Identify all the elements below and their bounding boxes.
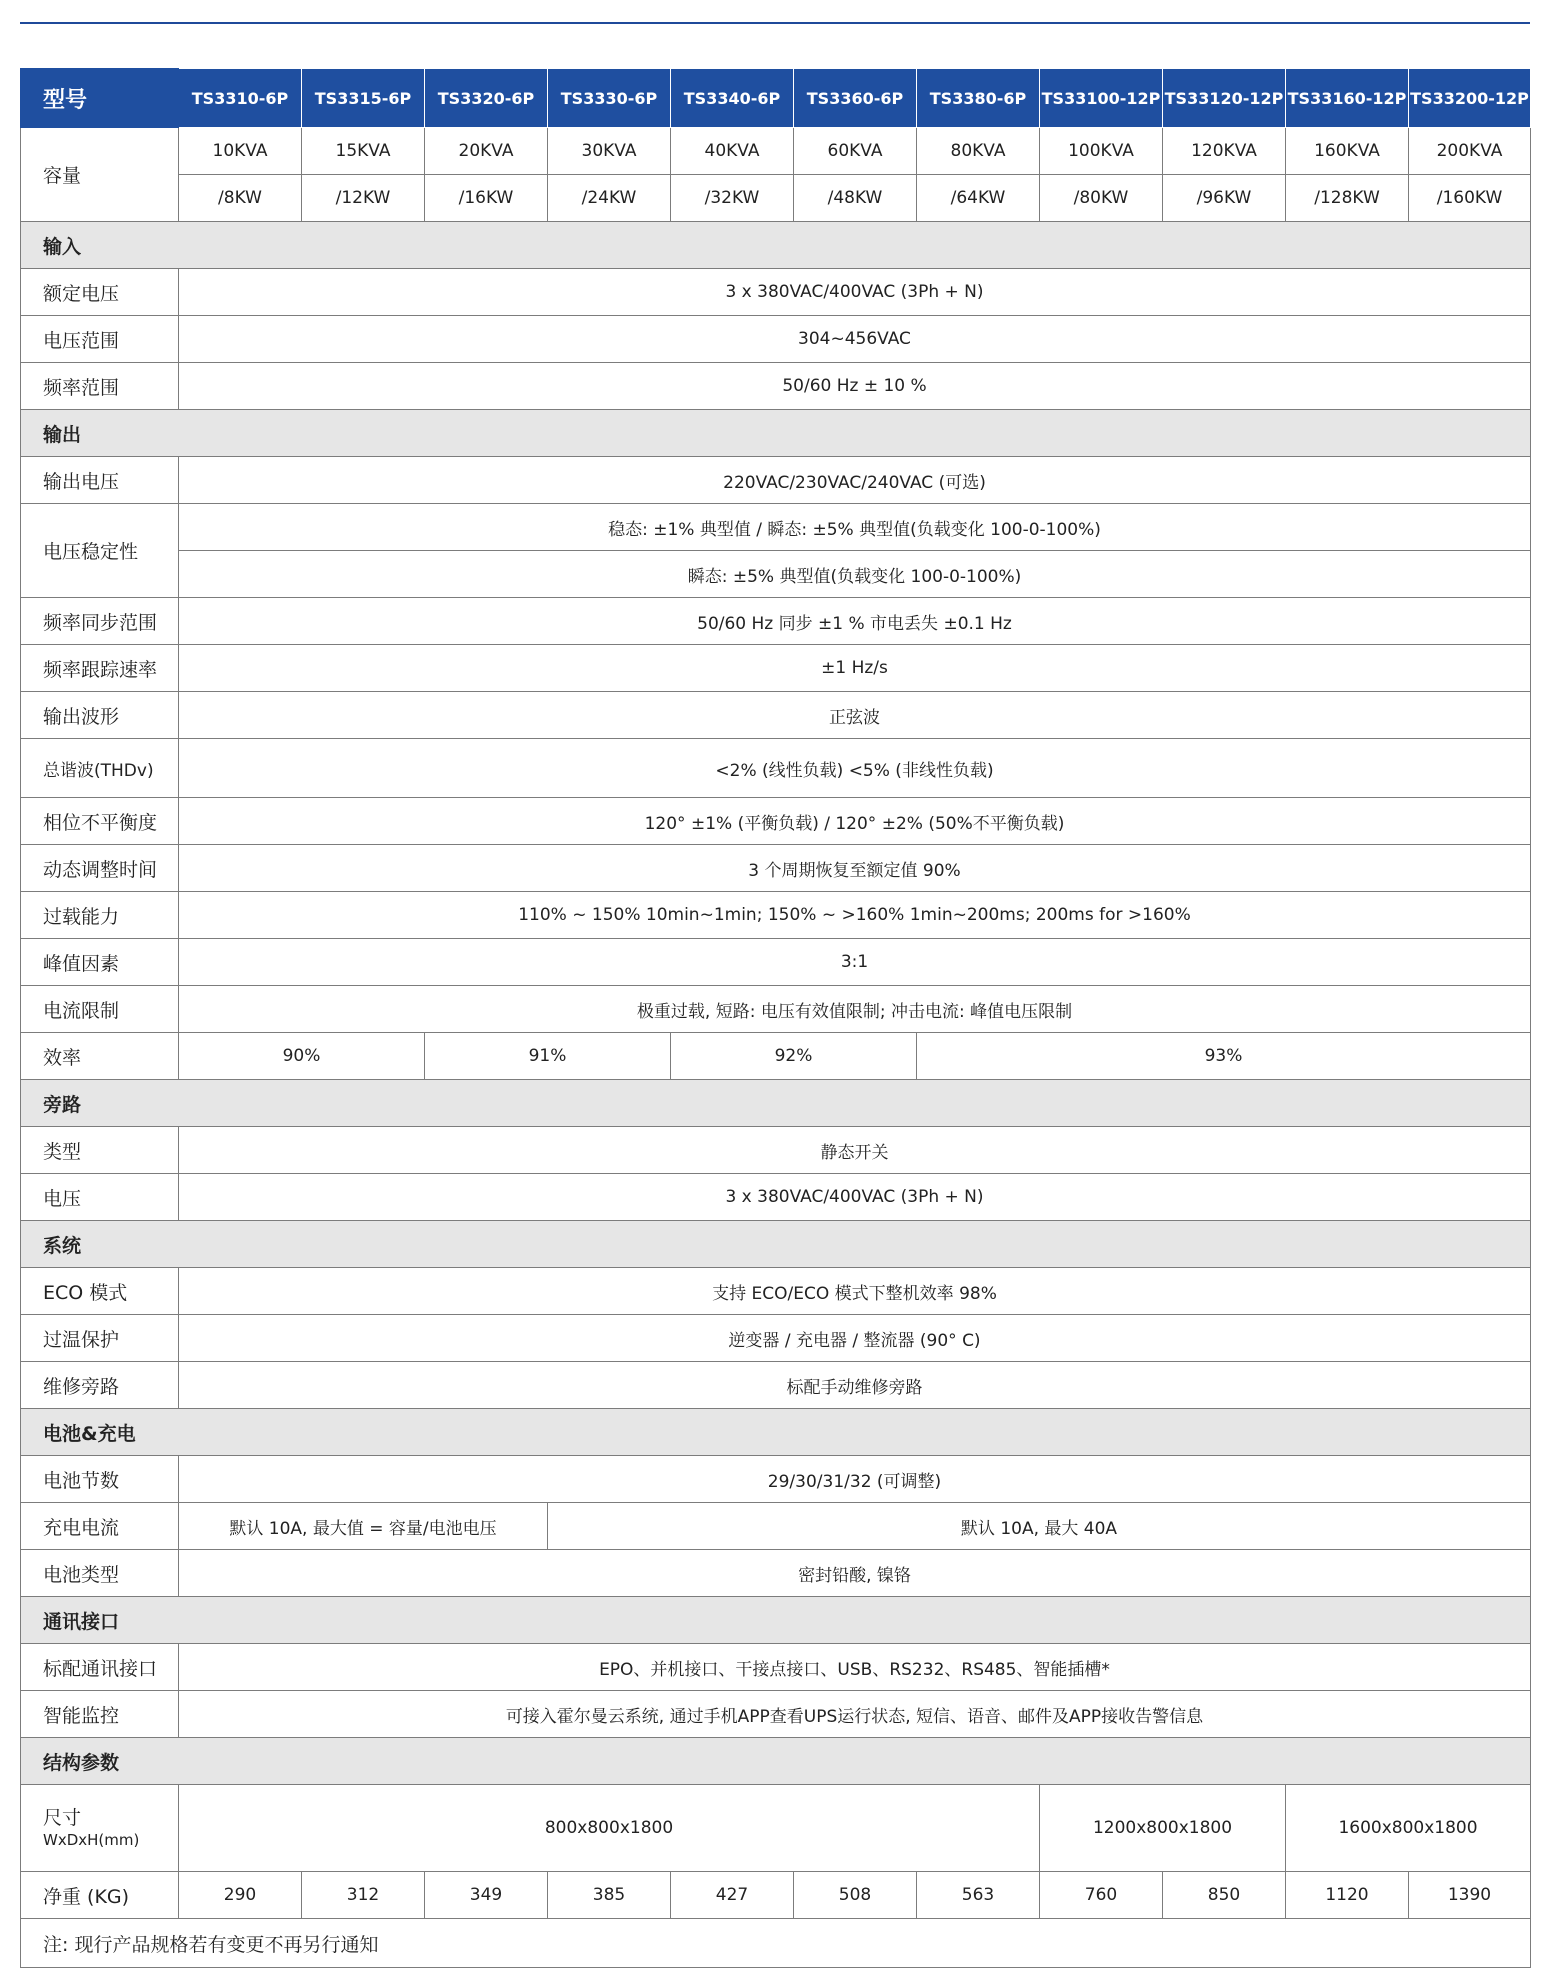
top-rule [20,22,1530,24]
row-label: 峰值因素 [21,939,179,986]
row-label: 电压 [21,1174,179,1221]
spec-row [21,316,1531,363]
capacity-kva: 20KVA [425,128,548,175]
capacity-kw: /48KW [794,175,917,222]
row-label: 电压范围 [21,316,179,363]
row-label: 额定电压 [21,269,179,316]
model-name: TS3320-6P [425,69,548,128]
capacity-kw-row [21,175,1531,222]
row-value: 220VAC/230VAC/240VAC (可选) [179,457,1531,504]
weight-row [21,1872,1531,1919]
spec-row [21,1362,1531,1409]
row-value: 3 x 380VAC/400VAC (3Ph + N) [179,1174,1531,1221]
spec-row [21,739,1531,798]
row-label: 维修旁路 [21,1362,179,1409]
size-value: 1600x800x1800 [1286,1785,1531,1872]
capacity-kva: 200KVA [1409,128,1531,175]
spec-row [21,269,1531,316]
row-label: 总谐波(THDv) [21,739,179,798]
row-value: 支持 ECO/ECO 模式下整机效率 98% [179,1268,1531,1315]
row-label: 电流限制 [21,986,179,1033]
spec-row [21,1691,1531,1738]
row-label: 净重 (KG) [21,1872,179,1919]
row-value: 120° ±1% (平衡负载) / 120° ±2% (50%不平衡负载) [179,798,1531,845]
model-name: TS3310-6P [179,69,302,128]
spec-row [21,892,1531,939]
model-name: TS33200-12P [1409,69,1531,128]
section-title: 结构参数 [21,1738,1531,1785]
section-battery [21,1409,1531,1456]
section-comm [21,1597,1531,1644]
capacity-kva: 160KVA [1286,128,1409,175]
row-label: 智能监控 [21,1691,179,1738]
row-label: 类型 [21,1127,179,1174]
row-label: 频率同步范围 [21,598,179,645]
spec-row [21,363,1531,410]
row-label: 过温保护 [21,1315,179,1362]
capacity-label: 容量 [21,128,179,222]
model-name: TS3315-6P [302,69,425,128]
section-title: 旁路 [21,1080,1531,1127]
efficiency-value: 91% [425,1033,671,1080]
row-value: 50/60 Hz 同步 ±1 % 市电丢失 ±0.1 Hz [179,598,1531,645]
model-name: TS3360-6P [794,69,917,128]
row-value: 静态开关 [179,1127,1531,1174]
section-bypass [21,1080,1531,1127]
weight-value: 290 [179,1872,302,1919]
capacity-kva: 100KVA [1040,128,1163,175]
note-row [21,1919,1531,1968]
row-value: 默认 10A, 最大 40A [548,1503,1531,1550]
spec-row [21,1550,1531,1597]
row-label: 动态调整时间 [21,845,179,892]
section-system [21,1221,1531,1268]
spec-row [21,1644,1531,1691]
efficiency-value: 90% [179,1033,425,1080]
row-value: 3 个周期恢复至额定值 90% [179,845,1531,892]
row-value: 稳态: ±1% 典型值 / 瞬态: ±5% 典型值(负载变化 100-0-100%) [179,504,1531,551]
section-structure [21,1738,1531,1785]
size-value: 800x800x1800 [179,1785,1040,1872]
row-label: 标配通讯接口 [21,1644,179,1691]
capacity-kw: /12KW [302,175,425,222]
capacity-kw: /128KW [1286,175,1409,222]
spec-row [21,1127,1531,1174]
model-name: TS33120-12P [1163,69,1286,128]
spec-row [21,551,1531,598]
spec-row [21,845,1531,892]
row-label: 频率范围 [21,363,179,410]
weight-value: 312 [302,1872,425,1919]
spec-row [21,1503,1531,1550]
row-value: 瞬态: ±5% 典型值(负载变化 100-0-100%) [179,551,1531,598]
size-sublabel: WxDxH(mm) [43,1831,140,1850]
size-row [21,1785,1531,1872]
row-label: 相位不平衡度 [21,798,179,845]
capacity-kw: /160KW [1409,175,1531,222]
spec-row [21,1268,1531,1315]
weight-value: 850 [1163,1872,1286,1919]
row-value: 标配手动维修旁路 [179,1362,1531,1409]
model-name: TS3340-6P [671,69,794,128]
row-value: ±1 Hz/s [179,645,1531,692]
capacity-kva: 80KVA [917,128,1040,175]
spec-row [21,645,1531,692]
capacity-kw: /32KW [671,175,794,222]
row-value: 304~456VAC [179,316,1531,363]
efficiency-row [21,1033,1531,1080]
spec-row [21,457,1531,504]
header-label: 型号 [21,69,179,128]
capacity-kva-row [21,128,1531,175]
spec-row [21,1315,1531,1362]
section-input [21,222,1531,269]
spec-row [21,798,1531,845]
row-value: 3 x 380VAC/400VAC (3Ph + N) [179,269,1531,316]
weight-value: 349 [425,1872,548,1919]
model-name: TS33160-12P [1286,69,1409,128]
row-value: 50/60 Hz ± 10 % [179,363,1531,410]
model-name: TS33100-12P [1040,69,1163,128]
section-title: 系统 [21,1221,1531,1268]
row-label: 充电电流 [21,1503,179,1550]
weight-value: 563 [917,1872,1040,1919]
spec-row [21,1456,1531,1503]
capacity-kva: 15KVA [302,128,425,175]
spec-table [20,68,1531,1968]
row-value: 110% ~ 150% 10min~1min; 150% ~ >160% 1min~200ms; 200ms for >160% [179,892,1531,939]
spec-row [21,692,1531,739]
capacity-kw: /64KW [917,175,1040,222]
footnote: 注: 现行产品规格若有变更不再另行通知 [21,1919,1531,1968]
row-label: 输出电压 [21,457,179,504]
weight-value: 427 [671,1872,794,1919]
row-value: 29/30/31/32 (可调整) [179,1456,1531,1503]
capacity-kw: /24KW [548,175,671,222]
model-name: TS3330-6P [548,69,671,128]
row-label: 电池类型 [21,1550,179,1597]
row-label [21,1785,179,1872]
weight-value: 1390 [1409,1872,1531,1919]
row-value: 默认 10A, 最大值 = 容量/电池电压 [179,1503,548,1550]
row-label: 效率 [21,1033,179,1080]
spec-row [21,1174,1531,1221]
section-title: 输入 [21,222,1531,269]
capacity-kva: 120KVA [1163,128,1286,175]
spec-row [21,986,1531,1033]
weight-value: 760 [1040,1872,1163,1919]
capacity-kva: 60KVA [794,128,917,175]
capacity-kva: 30KVA [548,128,671,175]
row-label: ECO 模式 [21,1268,179,1315]
row-label: 电压稳定性 [21,504,179,598]
capacity-kw: /16KW [425,175,548,222]
capacity-kva: 40KVA [671,128,794,175]
row-label: 输出波形 [21,692,179,739]
capacity-kw: /96KW [1163,175,1286,222]
efficiency-value: 92% [671,1033,917,1080]
section-output [21,410,1531,457]
row-value: 极重过载, 短路: 电压有效值限制; 冲击电流: 峰值电压限制 [179,986,1531,1033]
section-title: 输出 [21,410,1531,457]
size-value: 1200x800x1800 [1040,1785,1286,1872]
section-title: 电池&充电 [21,1409,1531,1456]
row-value: 密封铅酸, 镍铬 [179,1550,1531,1597]
row-value: 可接入霍尔曼云系统, 通过手机APP查看UPS运行状态, 短信、语音、邮件及APP接收告警信息 [179,1691,1531,1738]
row-label: 频率跟踪速率 [21,645,179,692]
header-row [21,69,1531,128]
capacity-kva: 10KVA [179,128,302,175]
efficiency-value: 93% [917,1033,1531,1080]
model-name: TS3380-6P [917,69,1040,128]
row-label: 过载能力 [21,892,179,939]
weight-value: 385 [548,1872,671,1919]
section-title: 通讯接口 [21,1597,1531,1644]
capacity-kw: /8KW [179,175,302,222]
weight-value: 508 [794,1872,917,1919]
weight-value: 1120 [1286,1872,1409,1919]
spec-row [21,598,1531,645]
row-value: 正弦波 [179,692,1531,739]
row-label: 电池节数 [21,1456,179,1503]
row-value: EPO、并机接口、干接点接口、USB、RS232、RS485、智能插槽* [179,1644,1531,1691]
size-label: 尺寸 [43,1806,82,1829]
spec-row [21,504,1531,551]
row-value: 3:1 [179,939,1531,986]
row-value: <2% (线性负载) <5% (非线性负载) [179,739,1531,798]
row-value: 逆变器 / 充电器 / 整流器 (90° C) [179,1315,1531,1362]
capacity-kw: /80KW [1040,175,1163,222]
spec-row [21,939,1531,986]
